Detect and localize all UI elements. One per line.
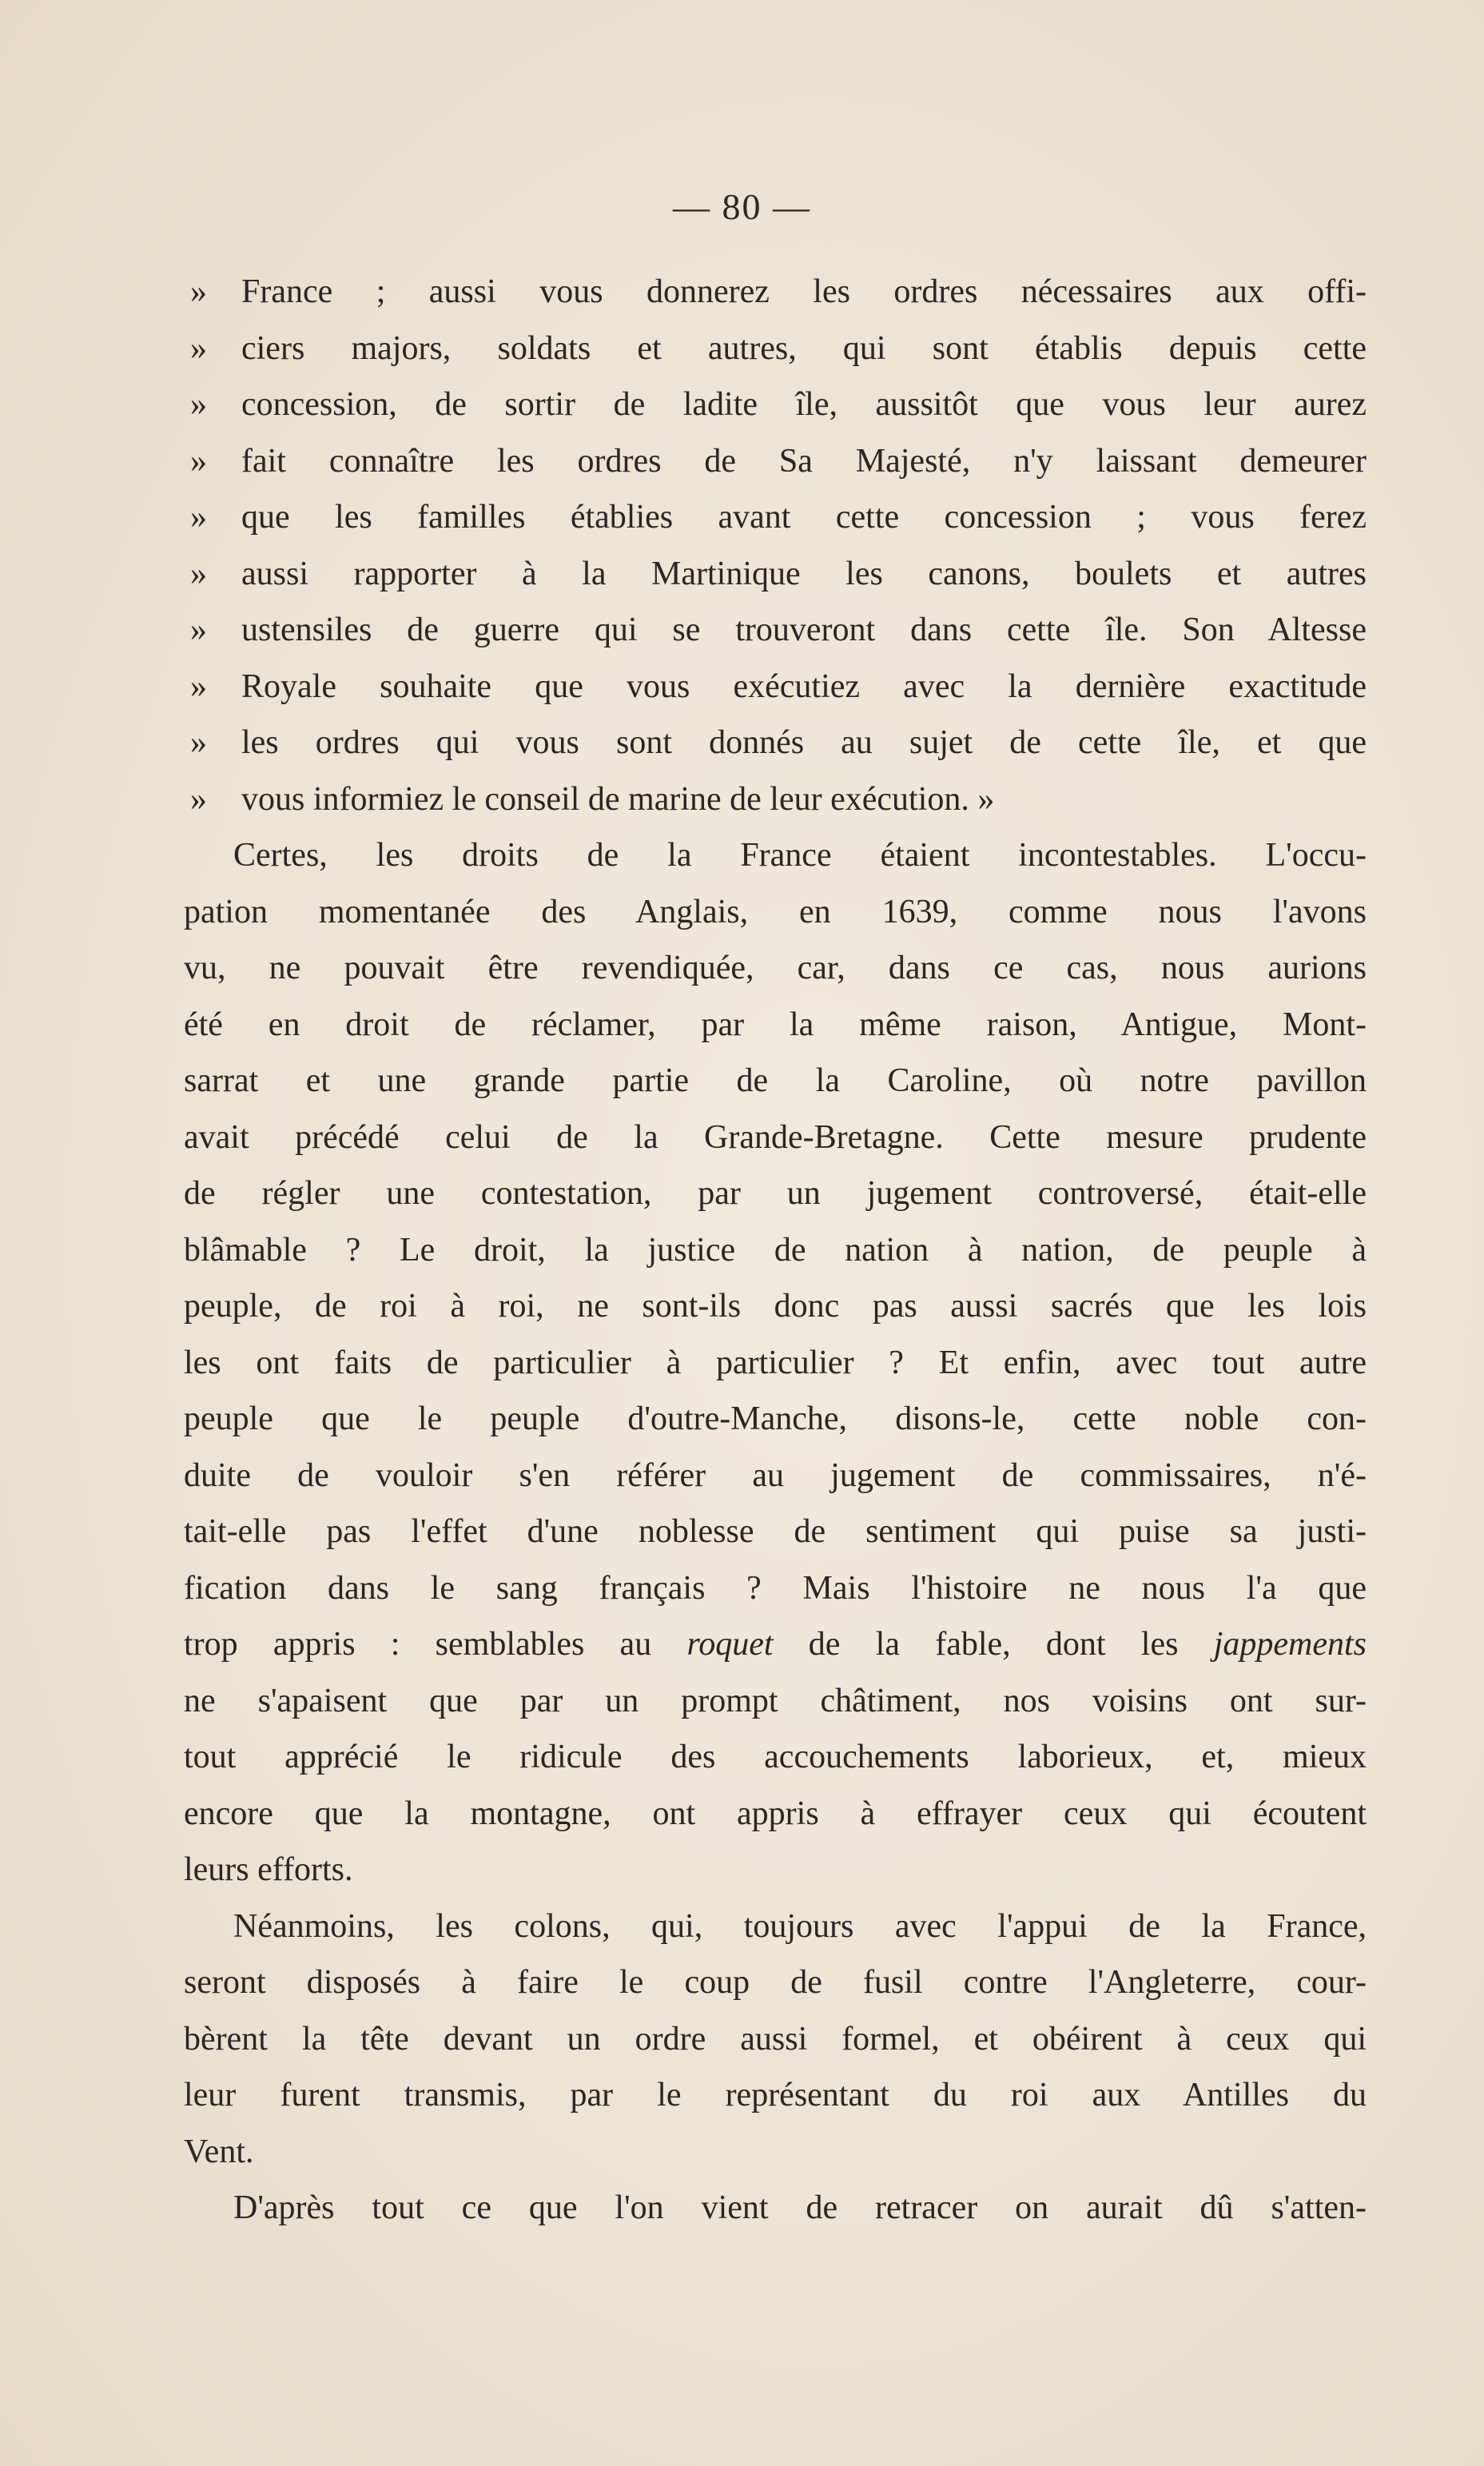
text-line: peuple que le peuple d'outre-Manche, disons-le, cette noble con- xyxy=(184,1400,1367,1437)
text-line: seront disposés à faire le coup de fusil contre l'Angleterre, cour- xyxy=(184,1964,1367,2001)
quoted-text-line: » ustensiles de guerre qui se trouveront dans cette île. Son Altesse xyxy=(184,602,1367,659)
quoted-text-line: » Royale souhaite que vous exécutiez avec la dernière exactitude xyxy=(184,659,1367,715)
text-line: tait-elle pas l'effet d'une noblesse de sentiment qui puise sa justi- xyxy=(184,1513,1367,1550)
text-line: encore que la montagne, ont appris à effrayer ceux qui écoutent xyxy=(184,1795,1367,1832)
text-line: duite de vouloir s'en référer au jugement de commissaires, n'é- xyxy=(184,1456,1367,1494)
text-line: tout apprécié le ridicule des accouchements laborieux, et, mieux xyxy=(184,1739,1367,1775)
text-line: été en droit de réclamer, par la même raison, Antigue, Mont- xyxy=(184,1006,1367,1043)
text-line: vu, ne pouvait être revendiquée, car, dans ce cas, nous aurions xyxy=(184,950,1367,986)
text-segment: de la fable, dont les xyxy=(773,1626,1214,1663)
quoted-text-line: » concession, de sortir de ladite île, aussitôt que vous leur aurez xyxy=(184,376,1367,433)
text-line: Vent. xyxy=(184,2133,254,2170)
text-line: sarrat et une grande partie de la Caroline, où notre pavillon xyxy=(184,1062,1367,1099)
text-line: D'après tout ce que l'on vient de retracer on aurait dû s'atten- xyxy=(233,2189,1367,2226)
quoted-text-line: » fait connaître les ordres de Sa Majesté, n'y laissant demeurer xyxy=(184,433,1367,490)
text-line: Néanmoins, les colons, qui, toujours avec l'appui de la France, xyxy=(233,1907,1367,1945)
text-line: avait précédé celui de la Grande-Bretagne. Cette mesure prudente xyxy=(184,1118,1367,1156)
quoted-text-line: » que les familles établies avant cette concession ; vous ferez xyxy=(184,489,1367,546)
page-number: — 80 — xyxy=(673,186,811,227)
text-line xyxy=(184,1616,1367,1673)
quoted-text-line: » vous informiez le conseil de marine de leur exécution. » xyxy=(184,771,1367,828)
text-line: pation momentanée des Anglais, en 1639, comme nous l'avons xyxy=(184,893,1367,930)
text-segment: trop appris : semblables au xyxy=(184,1626,687,1663)
italic-word: roquet xyxy=(686,1626,774,1663)
text-line: bèrent la tête devant un ordre aussi formel, et obéirent à ceux qui xyxy=(184,2020,1367,2058)
quoted-text-line: » France ; aussi vous donnerez les ordres nécessaires aux offi- xyxy=(184,264,1367,321)
text-line: peuple, de roi à roi, ne sont-ils donc pas aussi sacrés que les lois xyxy=(184,1288,1367,1325)
text-line: de régler une contestation, par un jugement controversé, était-elle xyxy=(184,1175,1367,1212)
text-line: Certes, les droits de la France étaient incontestables. L'occu- xyxy=(233,837,1367,874)
italic-word: jappements xyxy=(1213,1626,1367,1663)
text-line: blâmable ? Le droit, la justice de nation à nation, de peuple à xyxy=(184,1231,1367,1269)
text-line: les ont faits de particulier à particulier ? Et enfin, avec tout autre xyxy=(184,1344,1367,1381)
quoted-text-line: » ciers majors, soldats et autres, qui sont établis depuis cette xyxy=(184,321,1367,377)
quoted-text-line: » les ordres qui vous sont donnés au sujet de cette île, et que xyxy=(184,715,1367,771)
quoted-text-line: » aussi rapporter à la Martinique les canons, boulets et autres xyxy=(184,546,1367,603)
text-line: ne s'apaisent que par un prompt châtiment, nos voisins ont sur- xyxy=(184,1682,1367,1719)
body-text xyxy=(184,264,1367,2237)
text-line: fication dans le sang français ? Mais l'histoire ne nous l'a que xyxy=(184,1569,1367,1607)
text-line: leurs efforts. xyxy=(184,1851,353,1888)
text-line: leur furent transmis, par le représentant du roi aux Antilles du xyxy=(184,2077,1367,2113)
